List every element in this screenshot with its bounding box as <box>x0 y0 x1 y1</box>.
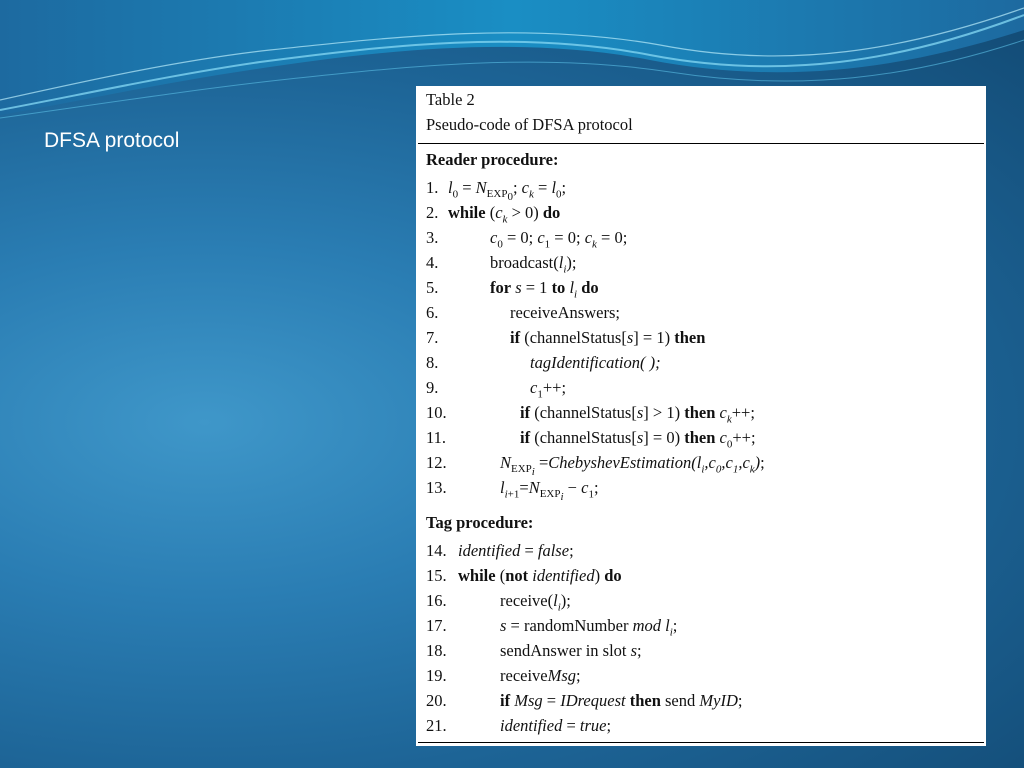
reader-procedure-heading: Reader procedure: <box>426 150 559 169</box>
top-rule <box>418 143 984 144</box>
table-caption-label: Table 2 <box>426 90 475 109</box>
bottom-rule <box>418 742 984 743</box>
pseudo-code-table: Table 2 Pseudo-code of DFSA protocol Reader procedure: 1. $l_0 = N_{EXP_0}$; $c_k = l_0$; 2. while $(c_k > 0)$ do 3. $c_0 = 0$; $c_1 = 0$; $c_k = 0$; 4. $broadcast(l_i)$; 5. for s = 1 to $l_i$ do 6. receiveAnswers; 7. if (channelStatus[s] = 1) then 8. tagIdentification( ); 9. $c_1++$; 10. if (channelStatus[s] > 1) then $c_k++$; 11. if (channelStatus[s] = 0) then $c_0++$; 12. $N_{EXP_i}$ $=ChebyshevEstimation(l_i,c_0,c_1,c_k)$; 13. $l_{i+1}=N_{EXP_i} - c_1$; Tag procedure: 14. identified = false; 15. while (not identified) do 16. $receive(l_i)$; 17. s = randomNumber mod $l_i$; 18. sendAnswer in slot s; 19. receiveMsg; 20. if Msg = IDrequest then send MyID; 21. identified = true; <box>416 86 986 746</box>
table-caption-title: Pseudo-code of DFSA protocol <box>426 115 633 134</box>
slide-title: DFSA protocol <box>44 129 180 152</box>
tag-procedure-heading: Tag procedure: <box>426 513 534 532</box>
